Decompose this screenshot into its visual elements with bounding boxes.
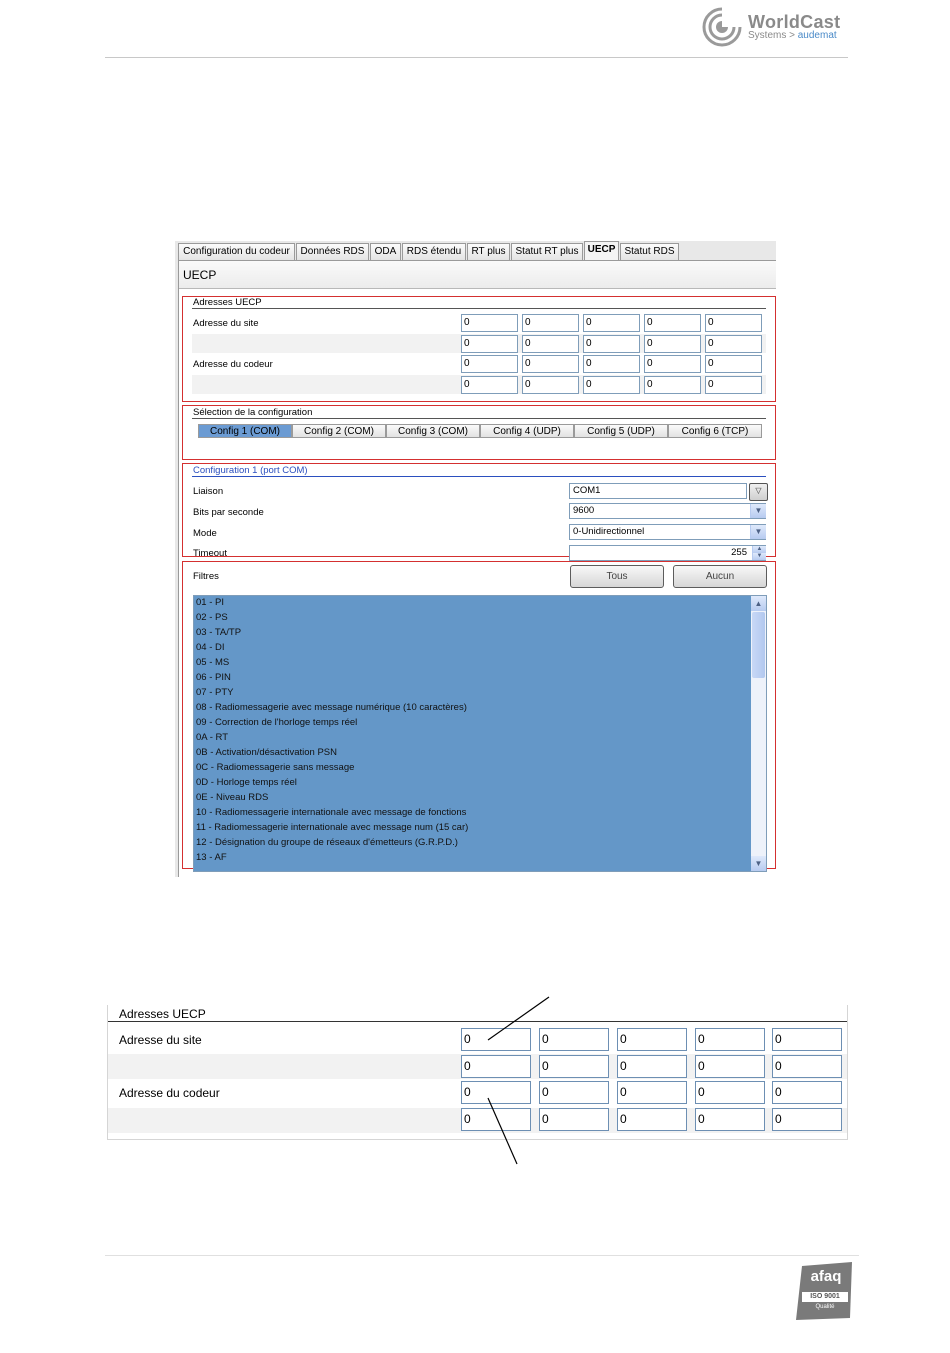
encoder-address-field[interactable]: 0 (644, 376, 701, 394)
liaison-dropdown-icon[interactable]: ▽ (749, 483, 768, 501)
scroll-up-icon[interactable]: ▲ (751, 596, 766, 611)
zoom-site-address-field[interactable]: 0 (695, 1055, 765, 1078)
site-address-field[interactable]: 0 (705, 335, 762, 353)
zoom-site-address-field[interactable]: 0 (539, 1028, 609, 1051)
afaq-iso-logo (796, 1262, 855, 1320)
encoder-address-field[interactable]: 0 (705, 376, 762, 394)
config-group-title: Configuration 1 (port COM) (193, 465, 308, 476)
logo-sub-audemat: audemat (797, 30, 837, 41)
select-all-button[interactable]: Tous (570, 565, 664, 588)
filter-item[interactable]: 0D - Horloge temps réel (196, 777, 297, 788)
zoom-site-address-field[interactable]: 0 (772, 1028, 842, 1051)
encoder-address-field[interactable]: 0 (522, 376, 579, 394)
tab-configuration-codeur[interactable]: Configuration du codeur (178, 243, 295, 260)
site-address-field[interactable]: 0 (583, 314, 640, 332)
liaison-label: Liaison (193, 486, 224, 497)
encoder-address-field[interactable]: 0 (461, 355, 518, 373)
zoom-site-address-field[interactable]: 0 (772, 1055, 842, 1078)
spin-up-icon[interactable]: ▲ (752, 546, 766, 553)
filter-item[interactable]: 03 - TA/TP (196, 627, 242, 638)
filter-item[interactable]: 09 - Correction de l'horloge temps réel (196, 717, 358, 728)
zoom-encoder-address-field[interactable]: 0 (461, 1081, 531, 1104)
bits-per-second-select[interactable]: 9600 (569, 503, 766, 519)
zoom-encoder-address-field[interactable]: 0 (539, 1108, 609, 1131)
tab-rds-etendu[interactable]: RDS étendu (402, 243, 466, 260)
zoom-site-address-field[interactable]: 0 (617, 1055, 687, 1078)
site-address-field[interactable]: 0 (705, 314, 762, 332)
zoom-site-address-field[interactable]: 0 (617, 1028, 687, 1051)
config-1-button[interactable]: Config 1 (COM) (198, 424, 292, 438)
scroll-down-icon[interactable]: ▼ (751, 856, 766, 871)
filter-item[interactable]: 06 - PIN (196, 672, 231, 683)
filters-label: Filtres (193, 571, 219, 582)
zoom-encoder-address-field[interactable]: 0 (772, 1081, 842, 1104)
config-4-button[interactable]: Config 4 (UDP) (480, 424, 574, 438)
filter-item[interactable]: 08 - Radiomessagerie avec message numérique (10 caractères) (196, 702, 467, 713)
filter-item[interactable]: 13 - AF (196, 852, 227, 863)
encoder-address-field[interactable]: 0 (705, 355, 762, 373)
panel-title: UECP (183, 268, 217, 282)
zoom-site-address-field[interactable]: 0 (461, 1028, 531, 1051)
logo-sub-systems: Systems (748, 30, 787, 41)
bits-dropdown-icon[interactable]: ▼ (750, 504, 766, 518)
site-address-field[interactable]: 0 (583, 335, 640, 353)
mode-label: Mode (193, 528, 217, 539)
filter-item[interactable]: 0E - Niveau RDS (196, 792, 269, 803)
tab-oda[interactable]: ODA (370, 243, 401, 260)
footer-divider (105, 1255, 859, 1256)
filter-item[interactable]: 05 - MS (196, 657, 230, 668)
zoom-site-address-label: Adresse du site (119, 1033, 202, 1047)
site-address-field[interactable]: 0 (644, 335, 701, 353)
logo-sub-separator: > (786, 30, 798, 41)
zoom-site-address-field[interactable]: 0 (461, 1055, 531, 1078)
filter-item[interactable]: 07 - PTY (196, 687, 234, 698)
tab-rt-plus[interactable]: RT plus (467, 243, 510, 260)
site-address-field[interactable]: 0 (644, 314, 701, 332)
config-6-button[interactable]: Config 6 (TCP) (668, 424, 762, 438)
encoder-address-field[interactable]: 0 (461, 376, 518, 394)
encoder-address-field[interactable]: 0 (644, 355, 701, 373)
bits-per-second-label: Bits par seconde (193, 507, 264, 518)
site-address-label: Adresse du site (193, 318, 259, 329)
tab-statut-rt-plus[interactable]: Statut RT plus (511, 243, 583, 260)
filter-item[interactable]: 12 - Désignation du groupe de réseaux d'émetteurs (G.R.P.D.) (196, 837, 458, 848)
zoom-site-address-field[interactable]: 0 (539, 1055, 609, 1078)
filter-item[interactable]: 02 - PS (196, 612, 228, 623)
site-callout-line (488, 997, 549, 1040)
afaq-quality: Qualité (815, 1304, 835, 1310)
tab-statut-rds[interactable]: Statut RDS (620, 243, 679, 260)
zoom-encoder-address-label: Adresse du codeur (119, 1086, 220, 1100)
select-none-button[interactable]: Aucun (673, 565, 767, 588)
zoom-encoder-address-field[interactable]: 0 (617, 1108, 687, 1131)
tab-uecp[interactable]: UECP (584, 241, 619, 261)
zoom-encoder-address-field[interactable]: 0 (695, 1108, 765, 1131)
zoom-site-address-field[interactable]: 0 (695, 1028, 765, 1051)
encoder-address-label: Adresse du codeur (193, 359, 273, 370)
timeout-label: Timeout (193, 548, 227, 559)
site-address-field[interactable]: 0 (461, 335, 518, 353)
zoom-encoder-address-field[interactable]: 0 (461, 1108, 531, 1131)
filter-item[interactable]: 01 - PI (196, 597, 224, 608)
zoom-encoder-address-field[interactable]: 0 (772, 1108, 842, 1131)
encoder-address-field[interactable]: 0 (522, 355, 579, 373)
site-address-field[interactable]: 0 (461, 314, 518, 332)
filter-item[interactable]: 0A - RT (196, 732, 229, 743)
filter-item[interactable]: 04 - DI (196, 642, 225, 653)
tab-donnees-rds[interactable]: Données RDS (296, 243, 369, 260)
afaq-iso: ISO 9001 (810, 1293, 840, 1300)
zoom-encoder-address-field[interactable]: 0 (617, 1081, 687, 1104)
site-address-field[interactable]: 0 (522, 335, 579, 353)
site-address-field[interactable]: 0 (522, 314, 579, 332)
liaison-select[interactable]: COM1 (569, 483, 747, 499)
logo-wordmark: WorldCast (748, 12, 841, 32)
zoom-encoder-address-field[interactable]: 0 (695, 1081, 765, 1104)
mode-select[interactable]: 0-Unidirectionnel (569, 524, 766, 540)
selection-group-title: Sélection de la configuration (193, 407, 313, 418)
config-3-button[interactable]: Config 3 (COM) (386, 424, 480, 438)
filter-item[interactable]: 0C - Radiomessagerie sans message (196, 762, 355, 773)
filter-item[interactable]: 10 - Radiomessagerie internationale avec message de fonctions (196, 807, 467, 818)
zoom-encoder-address-field[interactable]: 0 (539, 1081, 609, 1104)
config-5-button[interactable]: Config 5 (UDP) (574, 424, 668, 438)
encoder-address-field[interactable]: 0 (583, 355, 640, 373)
timeout-spinner[interactable]: 255 (569, 545, 766, 561)
encoder-callout-line (488, 1098, 517, 1164)
spin-down-icon[interactable]: ▼ (752, 553, 766, 560)
filter-item[interactable]: 11 - Radiomessagerie internationale avec message num (15 car) (196, 822, 469, 833)
config-2-button[interactable]: Config 2 (COM) (292, 424, 386, 438)
addresses-group-title: Adresses UECP (193, 297, 262, 308)
encoder-address-field[interactable]: 0 (583, 376, 640, 394)
zoom-group-title: Adresses UECP (119, 1007, 206, 1021)
afaq-word: afaq (810, 1268, 842, 1285)
filter-item[interactable]: 0B - Activation/désactivation PSN (196, 747, 337, 758)
mode-dropdown-icon[interactable]: ▼ (750, 525, 766, 539)
